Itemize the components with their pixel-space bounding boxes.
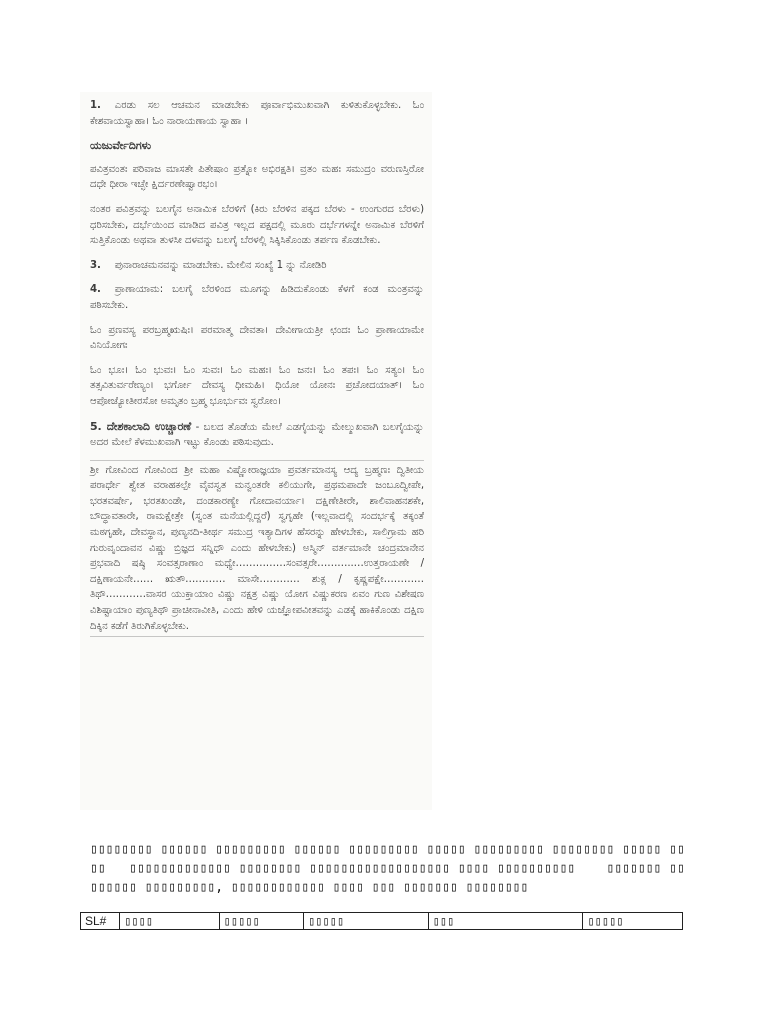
scan-paragraph-5: ಶ್ರೀ ಗೋವಿಂದ ಗೋವಿಂದ ಶ್ರೀ ಮಹಾ ವಿಷ್ಣೋರಾಜ್ಞಯಾ ಪ್ರವರ್ತಮಾನಸ್ಯ ಆದ್ಯ ಬ್ರಹ್ಮಣಃ ದ್ವಿತೀಯ ಪರಾರ್ಧೇ ಶ್ವೇತ ವರಾಹಕಲ್ಪೇ ವೈವಸ್ವತ ಮನ್ವಂತರೇ ಕಲಿಯುಗೇ, ಪ್ರಥಮಪಾದೇ ಜಂಬೂದ್ವೀಪೇ, ಭರತವರ್ಷೇ, ಭರತಖಂಡೇ, ದಂಡಕಾರಣ್ಯೇ ಗೋದಾವರ್ಯಾ। ದಕ್ಷಿಣೇತೀರೇ, ಶಾಲಿವಾಹನಶಕೇ, ಬೌದ್ಧಾವತಾರೇ, ರಾಮಕ್ಷೇತ್ರೇ (ಸ್ವಂತ ಮನೆಯಲ್ಲಿದ್ದರೆ) ಸ್ವಗೃಹೇ (ಇಲ್ಲವಾದಲ್ಲಿ ಸಂದರ್ಭಕ್ಕೆ ತಕ್ಕಂತೆ ಮಠಗೃಹೇ, ದೇವಸ್ಥಾನ, ಪುಣ್ಯನದಿ-ತೀರ್ಥ ಸಮುದ್ರ ಇತ್ಯಾದಿಗಳ ಹೆಸರನ್ನು ಹೇಳಬೇಕು, ಸಾಲಿಗ್ರಾಮ ಹರಿ ಗುರುವೃಂದಾವನ ವಿಷ್ಣು ಬ್ರಿಜ್ಞದ ಸನ್ನಿಧೌ ಎಂದು ಹೇಳಬೇಕು) ಅಸ್ಮಿನ್ ವರ್ತಮಾನೇ ಚಂದ್ರಮಾನೇನ ಪ್ರಭವಾದಿ ಷಷ್ಠಿ ಸಂವತ್ಸರಾಣಾಂ ಮಧ್ಯೇ……………ಸಂವತ್ಸರೇ………..…ಉತ್ತರಾಯಣೇ / ದಕ್ಷಿಣಾಯನೇ…… ಋತೌ………… ಮಾಸೇ………… ಶುಕ್ಲ / ಕೃಷ್ಣಪಕ್ಷೇ…………ತಿಥೌ…………ವಾಸರ ಯುಕ್ತಾಯಾಂ ವಿಷ್ಣು ನಕ್ಷತ್ರ ವಿಷ್ಣು ಯೋಗ ವಿಷ್ಣುಕರಣ ಏವಂ ಗುಣ ವಿಶೇಷಣ ವಿಶಿಷ್ಟಾಯಾಂ ಪುಣ್ಯತಿಥೌ ಪ್ರಾಚೀನಾವೀತಿ, ಎಂದು ಹೇಳಿ ಯಜ್ಞೋಪವೀತವನ್ನು ಎಡಕ್ಕೆ ಹಾಕಿಕೊಂಡು ದಕ್ಷಿಣ ದಿಕ್ಕಿನ ಕಡೆಗೆ ತಿರುಗಿಕೊಳ್ಳಬೇಕು. [90, 460, 424, 638]
scan-item-1-text: ಎರಡು ಸಲ ಆಚಮನ ಮಾಡಬೇಕು ಪೂರ್ವಾಭಿಮುಖವಾಗಿ ಕುಳಿತುಕೊಳ್ಳಬೇಕು. ಓಂ ಕೇಶವಾಯಸ್ವಾಹಾ। ಓಂ ನಾರಾಯಣಾಯ ಸ್ವಾಹಾ । [90, 100, 424, 127]
scan-paragraph-1: ಪವಿತ್ರವಂತಃ ಪರಿವಾಜ ಮಾಸತೇ ಪಿತೇಷಾಂ ಪ್ರತ್ನೋ ಅಭಿರಕ್ಷತಿ। ವ್ರತಂ ಮಹಃ ಸಮುದ್ರಂ ವರುಣಸ್ತಿರೋ ದಧೇ ಧೀರಾ ಇಚ್ಛೇ ಕ್ಷಿರ್ದರಣೇಷ್ವಾರಭಂ। [90, 163, 424, 191]
data-table [80, 912, 683, 930]
table-cell-sl: SL# [81, 913, 120, 930]
scan-item-5-text: - ಬಲದ ತೊಡೆಯ ಮೇಲೆ ಎಡಗೈಯನ್ನು ಮೇಲ್ಮುಖವಾಗಿ ಬಲಗೈಯನ್ನು ಅದರ ಮೇಲೆ ಕೆಳಮುಖವಾಗಿ ಇಟ್ಟು ಕೊಂಡು ಪಠಿಸುವುದು. [90, 421, 424, 449]
table-cell-5: ▯▯▯ [428, 913, 583, 930]
scan-item-3-number: 3. [90, 259, 101, 271]
scan-item-5-label: 5. ದೇಶಕಾಲಾದಿ ಉಚ್ಚಾರಣೆ [90, 419, 192, 433]
scan-item-3 [90, 258, 424, 274]
scan-paragraph-4: ಓಂ ಭೂಃ। ಓಂ ಭುವಃ। ಓಂ ಸುವಃ। ಓಂ ಮಹಃ। ಓಂ ಜನಃ। ಓಂ ತಪಃ। ಓಂ ಸತ್ಯಂ। ಓಂ ತತ್ಸವಿತುರ್ವರೇಣ್ಯಂ। ಭರ್ಗೋ ದೇವಸ್ಯ ಧೀಮಹಿ। ಧಿಯೋ ಯೋನಃ ಪ್ರಚೋದಯಾತ್। ಓಂ ಆಪೋಜ್ಯೋತೀರಸೋ ಅಮೃತಂ ಬ್ರಹ್ಮ ಭೂರ್ಭುವಃ ಸ್ವರೋಂ। [90, 364, 424, 407]
scan-item-4 [90, 282, 424, 313]
scan-item-1-number: 1. [90, 100, 101, 111]
unrendered-glyph-paragraph: ▯▯▯▯▯▯▯▯ ▯▯▯▯▯▯ ▯▯▯▯▯▯▯▯▯ ▯▯▯▯▯▯ ▯▯▯▯▯▯▯▯▯ ▯▯▯▯▯ ▯▯▯▯▯▯▯▯▯ ▯▯▯▯▯▯▯▯ ▯▯▯▯▯ ▯▯▯▯ ▯▯▯▯▯▯▯▯▯▯▯▯▯ ▯▯▯▯▯▯▯▯ ▯▯▯▯▯▯▯▯▯▯▯▯▯▯▯▯▯▯ ▯▯▯▯ ▯▯▯▯▯▯▯▯▯▯ ▯▯▯▯▯▯▯ ▯▯▯▯▯▯▯▯ ▯▯▯▯▯▯▯▯▯, ▯▯▯▯▯▯▯▯▯▯▯▯ ▯▯▯▯ ▯▯▯ ▯▯▯▯▯▯▯ ▯▯▯▯▯▯▯▯ [90, 842, 685, 895]
scan-item-4-number: 4. [90, 284, 101, 296]
table-cell-4: ▯▯▯▯▯ [304, 913, 429, 930]
scan-heading-yajurvedi: ಯಜುರ್ವೇದಿಗಳು [90, 139, 151, 153]
table-cell-2: ▯▯▯▯ [120, 913, 219, 930]
scan-item-4-text: ಪ್ರಾಣಾಯಾಮ: ಬಲಗೈ ಬೆರಳಿಂದ ಮೂಗನ್ನು ಹಿಡಿದುಕೊಂಡು ಕೆಳಗೆ ಕಂಡ ಮಂತ್ರವನ್ನು ಪಠಿಸಬೇಕು. [90, 284, 424, 311]
table-cell-3: ▯▯▯▯▯ [219, 913, 303, 930]
scanned-text-block [90, 98, 424, 646]
table-header-row [81, 913, 683, 930]
scan-paragraph-2: ನಂತರ ಪವಿತ್ರವನ್ನು ಬಲಗೈನ ಅನಾಮಿಕ ಬೆರಳಿಗೆ (ಕಿರು ಬೆರಳಿನ ಪಕ್ಕದ ಬೆರಳು - ಉಂಗುರದ ಬೆರಳು) ಧರಿಸಬೇಕು, ದರ್ಭೆಯಿಂದ ಮಾಡಿದ ಪವಿತ್ರ ಇಲ್ಲದ ಪಕ್ಷದಲ್ಲಿ ಮೂರು ದರ್ಭೆಗಳನ್ನೇ ಅನಾಮಿಕ ಬೆರಳಿಗೆ ಸುತ್ತಿಕೊಂಡು ಅಥವಾ ತುಳಸೀ ದಳವನ್ನು ಬಲಗೈ ಬೆರಳಲ್ಲಿ ಸಿಕ್ಕಿಸಿಕೊಂಡು ತರ್ಪಣ ಕೊಡಬೇಕು. [90, 203, 424, 247]
scan-item-3-text: ಪುನಾರಾಚಮನವನ್ನು ಮಾಡಬೇಕು. ಮೇಲಿನ ಸಂಖ್ಯೆ 1 ನ್ನು ನೋಡಿರಿ [114, 259, 327, 271]
scan-item-5 [90, 419, 424, 451]
scanned-page-image [80, 92, 432, 810]
table-cell-6: ▯▯▯▯▯ [583, 913, 683, 930]
scan-item-1 [90, 98, 424, 129]
scan-paragraph-3: ಓಂ ಪ್ರಣವಸ್ಯ ಪರಬ್ರಹ್ಮಋಷಿಃ। ಪರಮಾತ್ಮ ದೇವತಾ। ದೇವೀಗಾಯತ್ರೀ ಛಂದಃ ಓಂ ಪ್ರಾಣಾಯಾಮೇ ವಿನಿಯೋಗಃ [90, 324, 424, 352]
